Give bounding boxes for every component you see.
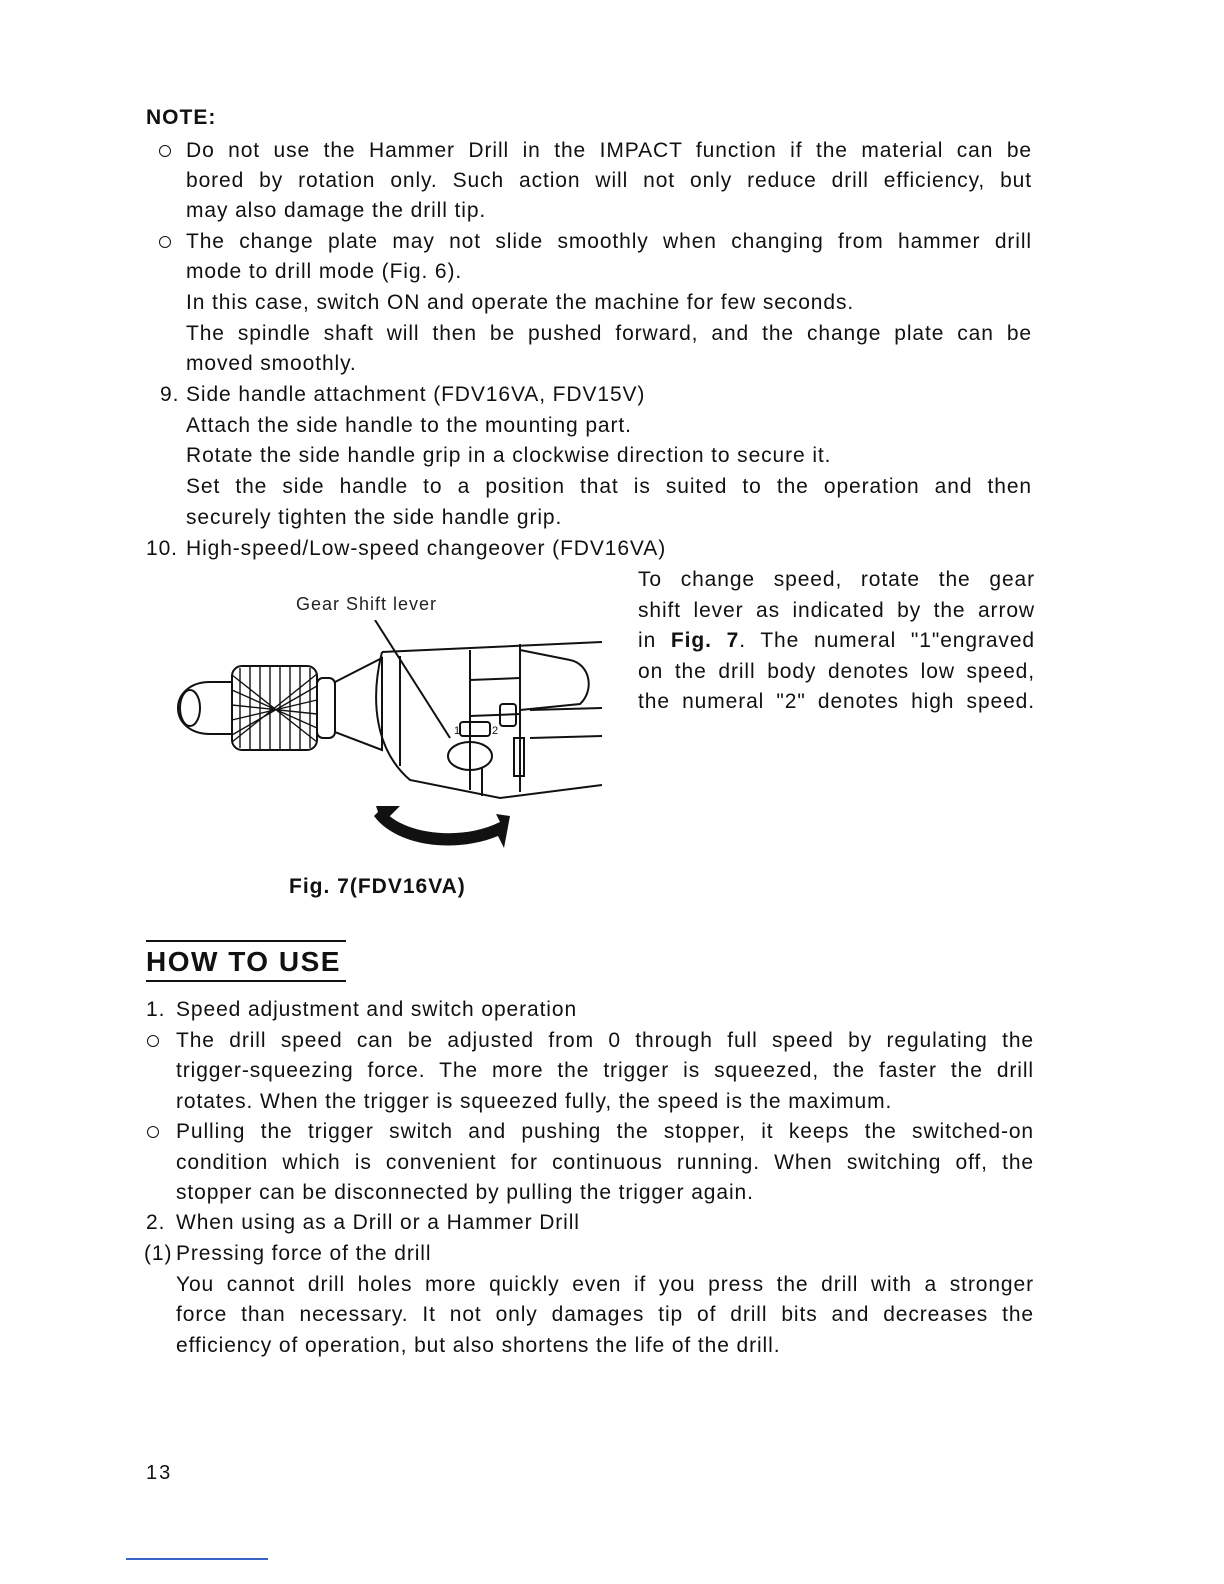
- item-10-description: [638, 565, 1035, 718]
- how-to-use-heading: HOW TO USE: [146, 946, 341, 977]
- note-bullet-2-line-2: mode to drill mode (Fig. 6).: [186, 260, 463, 283]
- how-bullet-2-line-2: condition which is convenient for continuous running. When switching off, the: [176, 1151, 1034, 1174]
- how-item-2-title: When using as a Drill or a Hammer Drill: [176, 1211, 580, 1234]
- chuck-tip: [180, 690, 200, 726]
- drill-neck: [335, 658, 382, 750]
- note-bullet-1-line-2: bored by rotation only. Such action will not only reduce drill efficiency, but: [186, 169, 1032, 192]
- item-9-line-4: securely tighten the side handle grip.: [186, 506, 563, 529]
- fig-ref-prefix: in: [638, 629, 671, 652]
- how-bullet-1-line-3: rotates. When the trigger is squeezed fully, the speed is the maximum.: [176, 1090, 893, 1113]
- sub-item-1-title: Pressing force of the drill: [176, 1242, 432, 1265]
- how-item-1-number: 1.: [146, 998, 166, 1021]
- figure-mark-2: 2: [492, 725, 499, 737]
- item-10-desc-line-1: To change speed, rotate the gear: [638, 568, 1035, 591]
- note-bullet-2-line-1: The change plate may not slide smoothly when changing from hammer drill: [186, 230, 1032, 253]
- sub-item-1-line-2: force than necessary. It not only damages tip of drill bits and decreases the: [176, 1303, 1034, 1326]
- item-9-line-3: Set the side handle to a position that is suited to the operation and then: [186, 475, 1032, 498]
- note-bullet-2-line-3: In this case, switch ON and operate the machine for few seconds.: [186, 291, 855, 314]
- heading-bottom-rule: [146, 980, 346, 982]
- note-bullet-2-line-4: The spindle shaft will then be pushed forward, and the change plate can be: [186, 322, 1032, 345]
- item-10-desc-line-4: on the drill body denotes low speed,: [638, 659, 1035, 683]
- item-10-desc-line-5: the numeral "2" denotes high speed.: [638, 690, 1035, 713]
- fig-ref: Fig. 7: [670, 629, 740, 652]
- fig-ref-suffix: . The numeral "1"engraved: [739, 629, 1035, 652]
- chuck-nose: [178, 682, 232, 734]
- item-9-title: Side handle attachment (FDV16VA, FDV15V): [186, 383, 646, 406]
- how-bullet-2-line-1: Pulling the trigger switch and pushing the stopper, it keeps the switched-on: [176, 1120, 1034, 1143]
- item-10-number: 10.: [146, 537, 178, 560]
- drill-figure: [170, 620, 610, 860]
- note-bullet-1-line-1: Do not use the Hammer Drill in the IMPACT function if the material can be: [186, 139, 1032, 162]
- collar-ring: [317, 678, 335, 738]
- how-bullet-1-line-1: The drill speed can be adjusted from 0 through full speed by regulating the: [176, 1029, 1034, 1052]
- sub-item-1-line-3: efficiency of operation, but also shortens the life of the drill.: [176, 1334, 781, 1357]
- how-bullet-1-line-2: trigger-squeezing force. The more the trigger is squeezed, the faster the drill: [176, 1059, 1034, 1082]
- how-bullet-1-marker: [147, 1035, 159, 1047]
- item-9-line-2: Rotate the side handle grip in a clockwise direction to secure it.: [186, 444, 832, 467]
- drill-body: [376, 642, 602, 798]
- figure-mark-1: 1: [454, 725, 461, 737]
- how-item-2-number: 2.: [146, 1211, 166, 1234]
- how-bullet-2-line-3: stopper can be disconnected by pulling the trigger again.: [176, 1181, 754, 1204]
- page-number: 13: [146, 1462, 173, 1484]
- footer-blue-rule: [126, 1558, 268, 1560]
- note-bullet-1-marker: [159, 145, 171, 157]
- figure-caption: Fig. 7(FDV16VA): [289, 875, 466, 898]
- sub-item-1-number: (1): [144, 1242, 173, 1265]
- item-10-desc-line-2: shift lever as indicated by the arrow: [638, 598, 1035, 622]
- figure-label: Gear Shift lever: [296, 594, 438, 614]
- gear-shift-lever: [460, 722, 490, 736]
- rotation-arrow: [374, 808, 510, 848]
- label-pointer-line: [375, 620, 450, 738]
- how-item-1-title: Speed adjustment and switch operation: [176, 998, 578, 1021]
- item-10-desc-line-3: [638, 626, 1035, 657]
- how-bullet-2-marker: [147, 1126, 159, 1138]
- note-bullet-2-line-5: moved smoothly.: [186, 352, 357, 375]
- note-bullet-1-line-3: may also damage the drill tip.: [186, 199, 487, 222]
- item-9-number: 9.: [160, 383, 180, 406]
- item-9-line-1: Attach the side handle to the mounting part.: [186, 414, 632, 437]
- note-bullet-2-marker: [159, 236, 171, 248]
- note-title: NOTE:: [146, 106, 217, 129]
- sub-item-1-line-1: You cannot drill holes more quickly even if you press the drill with a stronger: [176, 1273, 1034, 1296]
- item-10-title: High-speed/Low-speed changeover (FDV16VA): [186, 537, 667, 560]
